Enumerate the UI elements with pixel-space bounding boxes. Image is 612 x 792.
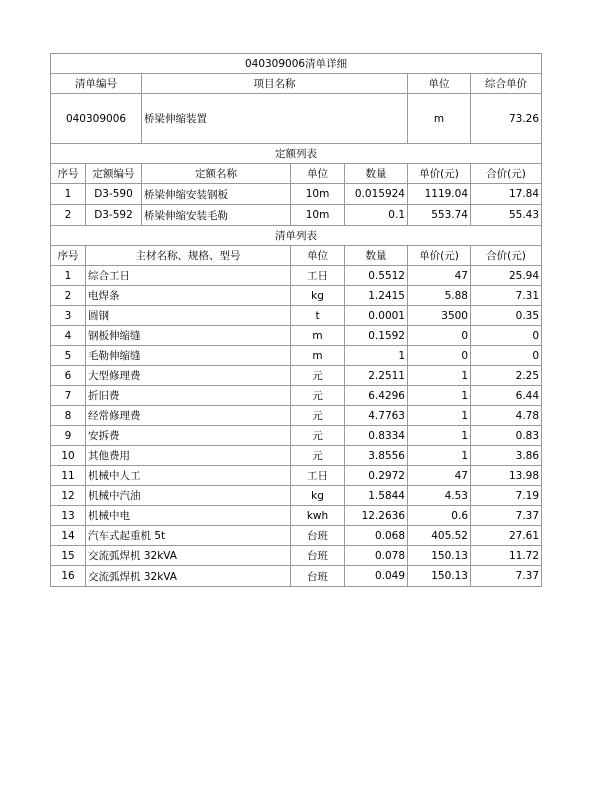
material-price: 4.53 <box>408 486 471 506</box>
material-name: 汽车式起重机 5t <box>86 526 291 546</box>
material-price: 0 <box>408 346 471 366</box>
material-unit: 台班 <box>291 546 345 566</box>
sheet-title: 040309006清单详细 <box>51 54 542 74</box>
material-qty: 12.2636 <box>345 506 408 526</box>
material-unit: 元 <box>291 366 345 386</box>
material-unit: m <box>291 346 345 366</box>
material-qty: 3.8556 <box>345 446 408 466</box>
material-row <box>51 266 542 286</box>
material-col-unit: 单位 <box>291 246 345 266</box>
quota-index: 1 <box>51 184 86 205</box>
item-header-row <box>51 74 542 94</box>
material-index: 13 <box>51 506 86 526</box>
quota-col-total: 合价(元) <box>471 164 542 184</box>
material-price: 1 <box>408 366 471 386</box>
material-unit: 元 <box>291 446 345 466</box>
material-qty: 0.1592 <box>345 326 408 346</box>
quota-col-index: 序号 <box>51 164 86 184</box>
material-qty: 4.7763 <box>345 406 408 426</box>
material-total: 0.83 <box>471 426 542 446</box>
material-name: 机械中汽油 <box>86 486 291 506</box>
material-total: 0 <box>471 346 542 366</box>
quota-total: 55.43 <box>471 205 542 226</box>
material-name: 其他费用 <box>86 446 291 466</box>
material-price: 3500 <box>408 306 471 326</box>
material-index: 11 <box>51 466 86 486</box>
material-total: 2.25 <box>471 366 542 386</box>
material-row <box>51 526 542 546</box>
material-qty: 1.5844 <box>345 486 408 506</box>
material-col-price: 单价(元) <box>408 246 471 266</box>
material-index: 10 <box>51 446 86 466</box>
material-qty: 0.0001 <box>345 306 408 326</box>
material-header-row <box>51 246 542 266</box>
price-label: 综合单价 <box>471 74 542 94</box>
material-qty: 6.4296 <box>345 386 408 406</box>
material-col-qty: 数量 <box>345 246 408 266</box>
title-row <box>51 54 542 74</box>
material-qty: 2.2511 <box>345 366 408 386</box>
item-price: 73.26 <box>471 94 542 144</box>
material-price: 150.13 <box>408 546 471 566</box>
material-name: 大型修理费 <box>86 366 291 386</box>
item-unit: m <box>408 94 471 144</box>
quota-price: 1119.04 <box>408 184 471 205</box>
material-price: 5.88 <box>408 286 471 306</box>
material-total: 11.72 <box>471 546 542 566</box>
material-name: 交流弧焊机 32kVA <box>86 546 291 566</box>
material-total: 6.44 <box>471 386 542 406</box>
material-name: 折旧费 <box>86 386 291 406</box>
material-unit: t <box>291 306 345 326</box>
material-total: 7.31 <box>471 286 542 306</box>
material-name: 交流弧焊机 32kVA <box>86 566 291 587</box>
material-total: 0 <box>471 326 542 346</box>
material-unit: 工日 <box>291 266 345 286</box>
quota-name: 桥梁伸缩安装毛勒 <box>142 205 291 226</box>
material-total: 7.37 <box>471 566 542 587</box>
name-label: 项目名称 <box>142 74 408 94</box>
material-row <box>51 466 542 486</box>
material-qty: 0.8334 <box>345 426 408 446</box>
material-unit: 台班 <box>291 566 345 587</box>
material-qty: 0.5512 <box>345 266 408 286</box>
material-price: 1 <box>408 386 471 406</box>
material-price: 0.6 <box>408 506 471 526</box>
item-code: 040309006 <box>51 94 142 144</box>
material-index: 16 <box>51 566 86 587</box>
material-unit: 元 <box>291 406 345 426</box>
material-index: 8 <box>51 406 86 426</box>
unit-label: 单位 <box>408 74 471 94</box>
quota-col-qty: 数量 <box>345 164 408 184</box>
material-name: 机械中电 <box>86 506 291 526</box>
quota-section-title: 定额列表 <box>51 144 542 164</box>
material-index: 4 <box>51 326 86 346</box>
quota-unit: 10m <box>291 205 345 226</box>
material-row <box>51 306 542 326</box>
quota-col-price: 单价(元) <box>408 164 471 184</box>
material-index: 3 <box>51 306 86 326</box>
detail-sheet <box>50 53 542 587</box>
material-price: 1 <box>408 446 471 466</box>
quota-name: 桥梁伸缩安装钢板 <box>142 184 291 205</box>
material-row <box>51 506 542 526</box>
material-price: 405.52 <box>408 526 471 546</box>
quota-index: 2 <box>51 205 86 226</box>
material-col-name: 主材名称、规格、型号 <box>86 246 291 266</box>
material-qty: 1.2415 <box>345 286 408 306</box>
quota-qty: 0.015924 <box>345 184 408 205</box>
material-price: 47 <box>408 466 471 486</box>
material-unit: kg <box>291 486 345 506</box>
item-name: 桥梁伸缩装置 <box>142 94 408 144</box>
quota-col-code: 定额编号 <box>86 164 142 184</box>
quota-row <box>51 205 542 226</box>
quota-total: 17.84 <box>471 184 542 205</box>
material-index: 14 <box>51 526 86 546</box>
material-index: 15 <box>51 546 86 566</box>
material-name: 综合工日 <box>86 266 291 286</box>
material-price: 47 <box>408 266 471 286</box>
material-title-row <box>51 226 542 246</box>
material-name: 经常修理费 <box>86 406 291 426</box>
quota-code: D3-590 <box>86 184 142 205</box>
material-qty: 0.068 <box>345 526 408 546</box>
material-index: 7 <box>51 386 86 406</box>
material-price: 0 <box>408 326 471 346</box>
material-total: 0.35 <box>471 306 542 326</box>
quota-col-name: 定额名称 <box>142 164 291 184</box>
quota-title-row <box>51 144 542 164</box>
material-index: 12 <box>51 486 86 506</box>
material-total: 4.78 <box>471 406 542 426</box>
material-total: 25.94 <box>471 266 542 286</box>
material-index: 9 <box>51 426 86 446</box>
material-total: 13.98 <box>471 466 542 486</box>
material-index: 5 <box>51 346 86 366</box>
material-col-total: 合价(元) <box>471 246 542 266</box>
material-qty: 1 <box>345 346 408 366</box>
material-row <box>51 446 542 466</box>
material-row <box>51 546 542 566</box>
material-total: 7.19 <box>471 486 542 506</box>
material-unit: 工日 <box>291 466 345 486</box>
material-name: 安拆费 <box>86 426 291 446</box>
material-row <box>51 426 542 446</box>
material-name: 电焊条 <box>86 286 291 306</box>
material-name: 钢板伸缩缝 <box>86 326 291 346</box>
material-unit: 元 <box>291 386 345 406</box>
material-row <box>51 566 542 587</box>
quota-unit: 10m <box>291 184 345 205</box>
quota-row <box>51 184 542 205</box>
material-row <box>51 366 542 386</box>
item-row <box>51 94 542 144</box>
material-name: 机械中人工 <box>86 466 291 486</box>
material-row <box>51 286 542 306</box>
material-row <box>51 406 542 426</box>
material-section-title: 清单列表 <box>51 226 542 246</box>
material-qty: 0.078 <box>345 546 408 566</box>
material-row <box>51 326 542 346</box>
material-row <box>51 346 542 366</box>
material-unit: 台班 <box>291 526 345 546</box>
material-row <box>51 486 542 506</box>
code-label: 清单编号 <box>51 74 142 94</box>
material-index: 1 <box>51 266 86 286</box>
material-unit: m <box>291 326 345 346</box>
material-qty: 0.049 <box>345 566 408 587</box>
quota-price: 553.74 <box>408 205 471 226</box>
material-price: 1 <box>408 426 471 446</box>
material-qty: 0.2972 <box>345 466 408 486</box>
material-price: 150.13 <box>408 566 471 587</box>
material-unit: 元 <box>291 426 345 446</box>
quota-code: D3-592 <box>86 205 142 226</box>
material-name: 圆钢 <box>86 306 291 326</box>
material-index: 6 <box>51 366 86 386</box>
material-name: 毛勒伸缩缝 <box>86 346 291 366</box>
material-total: 27.61 <box>471 526 542 546</box>
quota-col-unit: 单位 <box>291 164 345 184</box>
material-price: 1 <box>408 406 471 426</box>
material-index: 2 <box>51 286 86 306</box>
material-col-index: 序号 <box>51 246 86 266</box>
quota-header-row <box>51 164 542 184</box>
material-unit: kwh <box>291 506 345 526</box>
material-total: 3.86 <box>471 446 542 466</box>
quota-qty: 0.1 <box>345 205 408 226</box>
material-unit: kg <box>291 286 345 306</box>
material-total: 7.37 <box>471 506 542 526</box>
material-row <box>51 386 542 406</box>
